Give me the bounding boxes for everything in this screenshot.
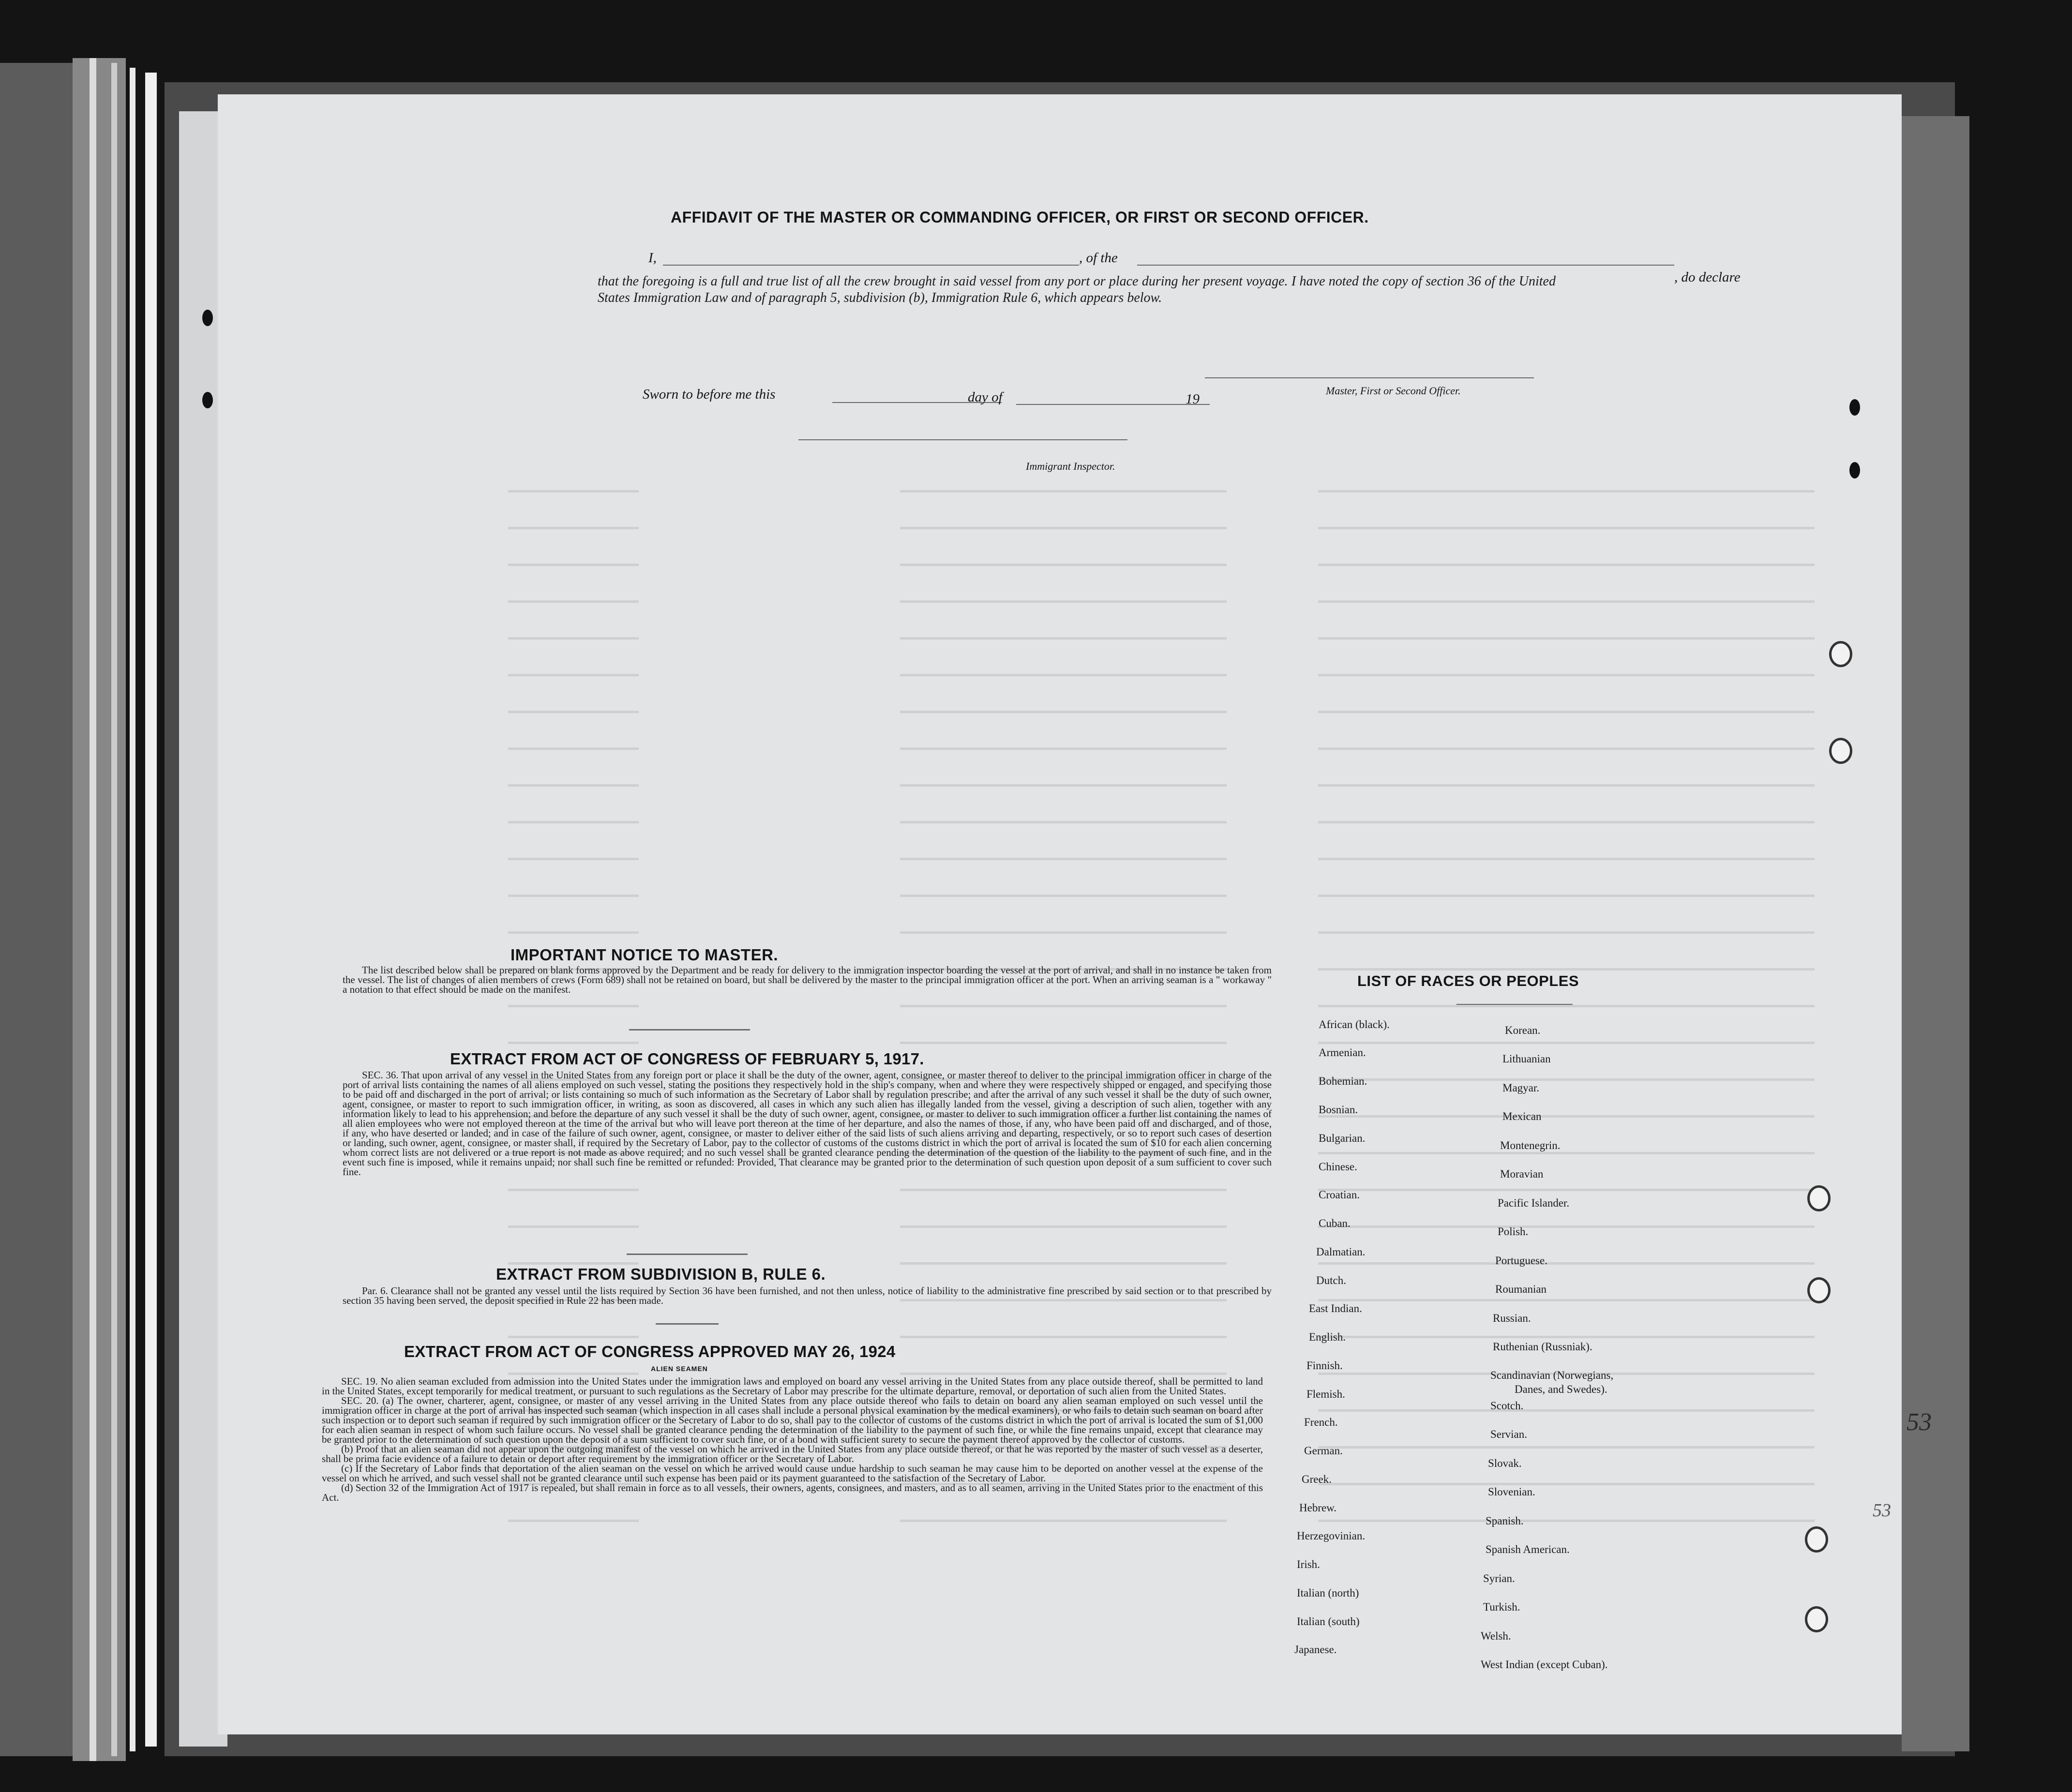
- sworn-month-line: [1016, 404, 1210, 405]
- race-item: Danes, and Swedes).: [1515, 1383, 1607, 1395]
- race-item: Hebrew.: [1299, 1502, 1337, 1514]
- race-item: Spanish.: [1486, 1515, 1524, 1527]
- race-item: East Indian.: [1309, 1302, 1362, 1314]
- race-item: Pacific Islander.: [1498, 1197, 1570, 1209]
- race-item: Bohemian.: [1319, 1075, 1367, 1087]
- extract-1917-divider: [627, 1254, 748, 1255]
- race-item: Polish.: [1498, 1225, 1529, 1238]
- race-item: Portuguese.: [1495, 1254, 1547, 1267]
- extract-1924-sec19: SEC. 19. No alien seaman excluded from admission into the United States under the immigration laws and employed on board any vessel arriving in the United States from any place outside thereof, shall be permitted to land in the United States, except temporarily for medical treatment, or pursuant to such regulations as the Secretary of Labor may prescribe for the ultimate departure, removal, or deportation of such alien from the United States.: [322, 1375, 1263, 1397]
- race-item: Finnish.: [1306, 1359, 1343, 1372]
- binder-hole-icon: [1849, 399, 1860, 416]
- extract-1924-sec20c: (c) If the Secretary of Labor finds that deportation of the alien seaman on the vessel on which he arrived would cause undue hardship to such seaman he may cause him to be deported on another vessel at the expense of the vessel on which he arrived, and such vessel shall not be granted clearance until such expense has been paid or its payment guaranteed to the satisfaction of the Secretary of Labor.: [322, 1463, 1263, 1484]
- race-item: Greek.: [1302, 1473, 1332, 1485]
- notice-text: The list described below shall be prepared on blank forms approved by the Department and be ready for delivery to the immigration inspector boarding the vessel at the port of arrival, and shall in no instance be taken from the vessel. The list of changes of alien members of crews (Form 689) shall not be retained on board, but shall be delivered by the master to the principal immigration officer at the port. When an arriving seaman is a " workaway " a notation to that effect should be made on the manifest.: [343, 964, 1272, 995]
- race-item: African (black).: [1319, 1018, 1390, 1030]
- affidavit-declare: , do declare: [1674, 269, 1741, 285]
- hole-punch-icon: [1805, 1606, 1828, 1632]
- race-item: English.: [1309, 1331, 1346, 1343]
- race-item: Scandinavian (Norwegians,: [1490, 1369, 1614, 1381]
- race-item: Italian (north): [1297, 1587, 1359, 1599]
- binder-hole-icon: [1849, 462, 1860, 478]
- race-item: Bosnian.: [1319, 1104, 1358, 1116]
- inspector-caption: Immigrant Inspector.: [1026, 460, 1115, 472]
- inspector-signature-line: [798, 439, 1127, 440]
- notice-heading: IMPORTANT NOTICE TO MASTER.: [510, 946, 779, 964]
- race-item: Flemish.: [1306, 1388, 1345, 1400]
- race-item: Spanish American.: [1486, 1543, 1570, 1555]
- extract-rule6-divider: [656, 1323, 719, 1325]
- hole-punch-icon: [1805, 1526, 1828, 1553]
- handwritten-note: 53: [1907, 1408, 1932, 1436]
- master-signature-line: [1205, 377, 1534, 378]
- extract-1924-sec20d: (d) Section 32 of the Immigration Act of 1917 is repealed, but shall remain in force as to all vessels, their owners, agents, consignees, and masters, and as to all seamen, arriving in the United States prior to the enactment of this Act.: [322, 1482, 1263, 1503]
- race-item: Chinese.: [1319, 1161, 1357, 1173]
- extract-rule6-heading: EXTRACT FROM SUBDIVISION B, RULE 6.: [496, 1265, 826, 1283]
- race-item: German.: [1304, 1445, 1343, 1457]
- affidavit-i: I,: [648, 250, 657, 266]
- race-item: Moravian: [1500, 1168, 1544, 1180]
- name-blank-line: [663, 265, 1079, 266]
- extract-rule6-text: Par. 6. Clearance shall not be granted any vessel until the lists required by Section 36 have been furnished, and not then unless, notice of liability to the administrative fine prescribed by said section or to that prescribed by section 35 having been served, the deposit specified in Rule 22 has been made.: [343, 1285, 1272, 1306]
- race-item: Slovenian.: [1488, 1486, 1535, 1498]
- race-item: Bulgarian.: [1319, 1132, 1366, 1144]
- race-item: Korean.: [1505, 1024, 1541, 1036]
- race-item: Lithuanian: [1502, 1053, 1551, 1065]
- year-text: 19: [1186, 391, 1200, 407]
- document-page: [218, 94, 1932, 1734]
- affidavit-title: AFFIDAVIT OF THE MASTER OR COMMANDING OFFICER, OR FIRST OR SECOND OFFICER.: [671, 209, 1369, 226]
- race-item: Italian (south): [1297, 1615, 1360, 1628]
- race-item: Mexican: [1502, 1110, 1542, 1122]
- race-item: Herzegovinian.: [1297, 1530, 1366, 1542]
- affidavit-of-the: , of the: [1079, 250, 1118, 266]
- extract-1917-text: SEC. 36. That upon arrival of any vessel in the United States from any foreign port or place it shall be the duty of the owner, agent, consignee, or master thereof to deliver to the principal immigration officer in charge of the port of arrival lists containing the names of all aliens employed on such vessel, stating the positions they respectively hold in the ship's company, when and where they were respectively shipped or engaged, and specifying those to be paid off and discharged in the port of arrival; or lists containing so much of such information as the Secretary of Labor shall by regulation prescribe; and after the arrival of any such vessel it shall be the duty of such owner, agent, consignee, or master to report to such immigration officer, in writing, as soon as discovered, all cases in which any such alien has illegally landed from the vessel, giving a description of such alien, together with any information likely to lead to his apprehension; and before the departure of any such vessel it shall be the duty of such owner, agent, consignee, or master to deliver to such immigration officer a further list containing the names of all alien employees who were not employed thereon at the time of the arrival but who will leave port thereon at the time of her departure, and also the names of those, if any, who have been paid off and discharged, and of those, if any, who have deserted or landed; and in case of the failure of such owner, agent, consignee, or master to deliver either of the said lists of such aliens arriving and departing, respectively, or so to report such cases of desertion or landing, such owner, agent, consignee, or master shall, if required by the Secretary of Labor, pay to the collector of customs of the customs district in which the port of arrival is located the sum of $10 for each alien concerning whom correct lists are not delivered or a true report is not made as above required; and no such vessel shall be granted clearance pending the determination of the question of the liability to the payment of such fine, and in the event such fine is imposed, while it remains unpaid; nor shall such fine be remitted or refunded: Provided, That clearance may be granted prior to the determination of such question upon deposit of a sum sufficient to cover such fine.: [343, 1069, 1272, 1178]
- race-item: Roumanian: [1495, 1283, 1547, 1295]
- race-item: Irish.: [1297, 1558, 1320, 1570]
- extract-1924-sec20b: (b) Proof that an alien seaman did not appear upon the outgoing manifest of the vessel on which he arrived in the United States from any place outside thereof, or that he was reported by the master of such vessel as a deserter, shall be prima facie evidence of a failure to detain or deport after requirement by the immigration officer or the Secretary of Labor.: [322, 1443, 1263, 1464]
- race-item: Turkish.: [1483, 1601, 1520, 1613]
- race-item: Japanese.: [1294, 1643, 1337, 1656]
- extract-1917-heading: EXTRACT FROM ACT OF CONGRESS OF FEBRUARY 5, 1917.: [450, 1050, 924, 1068]
- handwritten-note: 53: [1873, 1500, 1891, 1521]
- race-item: Welsh.: [1481, 1630, 1511, 1642]
- extract-1924-heading: EXTRACT FROM ACT OF CONGRESS APPROVED MAY 26, 1924: [404, 1343, 896, 1360]
- race-item: Scotch.: [1490, 1400, 1524, 1412]
- hole-punch-icon: [1829, 738, 1852, 764]
- day-of-text: day of: [968, 389, 1003, 405]
- vessel-blank-line: [1137, 265, 1674, 266]
- race-item: Slovak.: [1488, 1457, 1522, 1469]
- binder-hole-icon: [202, 392, 213, 408]
- race-item: Montenegrin.: [1500, 1139, 1561, 1151]
- race-item: Dutch.: [1316, 1274, 1346, 1286]
- affidavit-paragraph: that the foregoing is a full and true list of all the crew brought in said vessel from any port or place during her present voyage. I have noted the copy of section 36 of the United States Immigration Law and of paragraph 5, subdivision (b), Immigration Rule 6, which appears below.: [598, 274, 1556, 305]
- race-item: Ruthenian (Russniak).: [1493, 1341, 1592, 1353]
- hole-punch-icon: [1807, 1185, 1831, 1211]
- race-item: Dalmatian.: [1316, 1246, 1366, 1258]
- hole-punch-icon: [1807, 1277, 1831, 1303]
- race-item: Russian.: [1493, 1312, 1531, 1324]
- races-heading: LIST OF RACES OR PEOPLES: [1357, 972, 1579, 989]
- extract-1924-text: [322, 1376, 1263, 1502]
- hole-punch-icon: [1829, 641, 1852, 667]
- race-item: Cuban.: [1319, 1217, 1351, 1229]
- extract-1924-subheading: ALIEN SEAMEN: [651, 1365, 708, 1373]
- race-item: West Indian (except Cuban).: [1481, 1658, 1608, 1671]
- sworn-text: Sworn to before me this: [643, 387, 776, 402]
- races-divider: [1456, 1004, 1573, 1005]
- race-item: French.: [1304, 1416, 1338, 1428]
- race-item: Magyar.: [1502, 1082, 1540, 1094]
- race-item: Syrian.: [1483, 1572, 1515, 1584]
- master-caption: Master, First or Second Officer.: [1326, 385, 1461, 397]
- binder-hole-icon: [202, 310, 213, 326]
- notice-divider: [629, 1029, 750, 1030]
- race-item: Croatian.: [1319, 1189, 1360, 1201]
- extract-1924-sec20a: SEC. 20. (a) The owner, charterer, agent, consignee, or master of any vessel arriving in the United States from any place outside thereof who fails to detain on board any alien seaman employed on such vessel until the immigration officer in charge at the port of arrival has inspected such seaman (which inspection in all cases shall include a personal physical examination by the medical examiners), or who fails to detain such seaman on board after such inspection or to deport such seaman if required by such immigration officer or the Secretary of Labor to do so, shall pay to the collector of customs of the customs district in which the port of arrival is located the sum of $1,000 for each alien seaman in respect of whom such failure occurs. No vessel shall be granted clearance pending the determination of the liability to the payment of such fine, or while the fine remains unpaid, except that clearance may be granted prior to the determination of such question upon the deposit of a sum sufficient to cover such fine, or of a bond with sufficient surety to secure the payment thereof approved by the collector of customs.: [322, 1395, 1263, 1445]
- race-item: Armenian.: [1319, 1046, 1366, 1059]
- race-item: Servian.: [1490, 1428, 1528, 1440]
